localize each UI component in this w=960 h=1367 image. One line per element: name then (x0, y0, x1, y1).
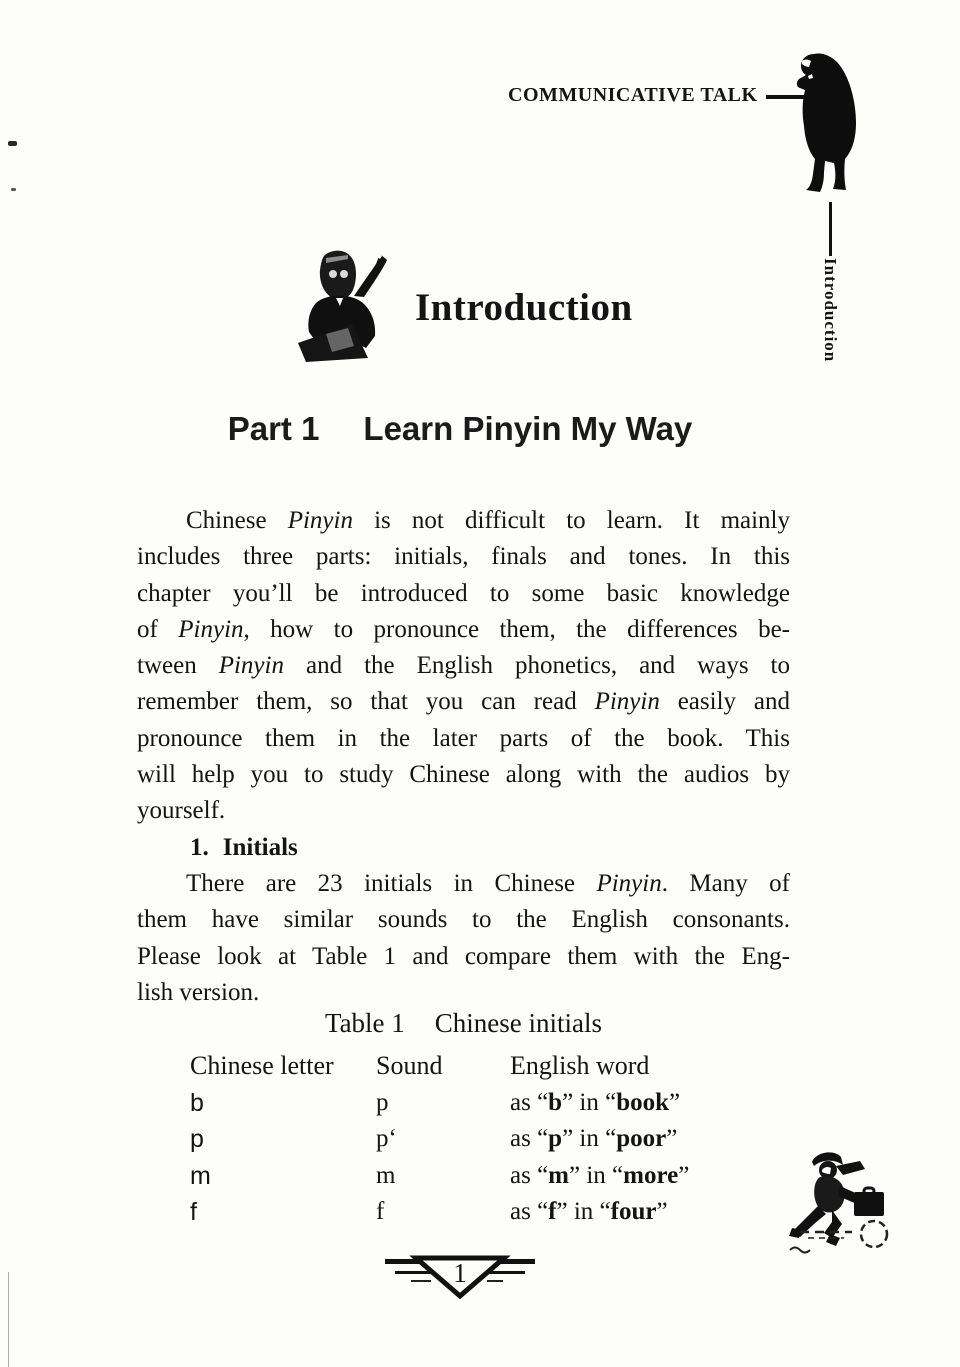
column-header: English word (510, 1051, 650, 1080)
part-label: Part 1 (227, 410, 320, 447)
running-head (508, 84, 814, 107)
side-tab-label: Introduction (821, 258, 840, 363)
paragraph-line: of Pinyin, how to pronounce them, the differences be- (137, 615, 790, 643)
paragraph-line: chapter you’ll be introduced to some basic knowledge (137, 579, 790, 607)
cell-chinese-letter: p (190, 1125, 204, 1153)
table-caption-title: Chinese initials (434, 1008, 603, 1038)
scan-artifact (8, 1272, 9, 1367)
lecturer-icon (296, 246, 401, 369)
part-title: Learn Pinyin My Way (363, 410, 693, 447)
table-caption (137, 1008, 790, 1039)
series-title: COMMUNICATIVE TALK (508, 84, 758, 106)
cell-chinese-letter: f (190, 1198, 197, 1226)
table-row (190, 1194, 750, 1231)
paragraph-line: tween Pinyin and the English phonetics, and ways to (137, 652, 790, 680)
section-heading (137, 830, 790, 866)
cell-english-word: as “b” in “book” (510, 1088, 681, 1116)
table-row (190, 1158, 750, 1195)
scan-artifact (8, 141, 17, 146)
cell-sound: p‘ (376, 1125, 397, 1152)
paragraph-line: remember them, so that you can read Pinyin easily and (137, 688, 790, 716)
running-man-icon (786, 1146, 906, 1266)
page-number-ornament (383, 1249, 537, 1304)
side-tab-dash-line (829, 202, 832, 256)
column-header: Sound (376, 1051, 443, 1080)
section-title: Initials (222, 833, 298, 861)
body-text (137, 503, 790, 1011)
paragraph-line: lish version. (137, 978, 260, 1006)
table-header-row (190, 1048, 750, 1085)
side-tab (820, 202, 840, 362)
column-header: Chinese letter (190, 1051, 334, 1080)
chapter-title: Introduction (415, 286, 633, 329)
table-row (190, 1121, 750, 1158)
cell-sound: f (376, 1198, 385, 1225)
paragraph-line: yourself. (137, 797, 226, 825)
cell-english-word: as “m” in “more” (510, 1161, 690, 1189)
cell-sound: p (376, 1088, 389, 1116)
whispering-man-icon (788, 52, 880, 199)
table-row (190, 1085, 750, 1122)
paragraph-line: will help you to study Chinese along with the audios by (137, 761, 790, 789)
initials-table (190, 1048, 750, 1231)
cell-sound: m (376, 1161, 396, 1189)
paragraph-line: There are 23 initials in Chinese Pinyin. Many of (186, 869, 790, 897)
paragraph-line: Please look at Table 1 and compare them with the Eng- (137, 942, 790, 970)
cell-english-word: as “f” in “four” (510, 1198, 668, 1225)
page-number: 1 (453, 1258, 467, 1288)
cell-english-word: as “p” in “poor” (510, 1125, 678, 1152)
cell-chinese-letter: b (190, 1088, 204, 1117)
section-number: 1. (190, 833, 209, 861)
cell-chinese-letter: m (190, 1161, 211, 1190)
paragraph-line: includes three parts: initials, finals and tones. In this (137, 543, 790, 571)
part-heading (0, 410, 920, 448)
paragraph-line: pronounce them in the later parts of the book. This (137, 724, 790, 752)
paragraph-line: Chinese Pinyin is not difficult to learn. It mainly (186, 507, 790, 534)
chapter-heading (296, 246, 633, 369)
paragraph-line: them have similar sounds to the English consonants. (137, 906, 790, 934)
table-caption-label: Table 1 (324, 1008, 405, 1038)
scan-artifact (11, 188, 16, 191)
